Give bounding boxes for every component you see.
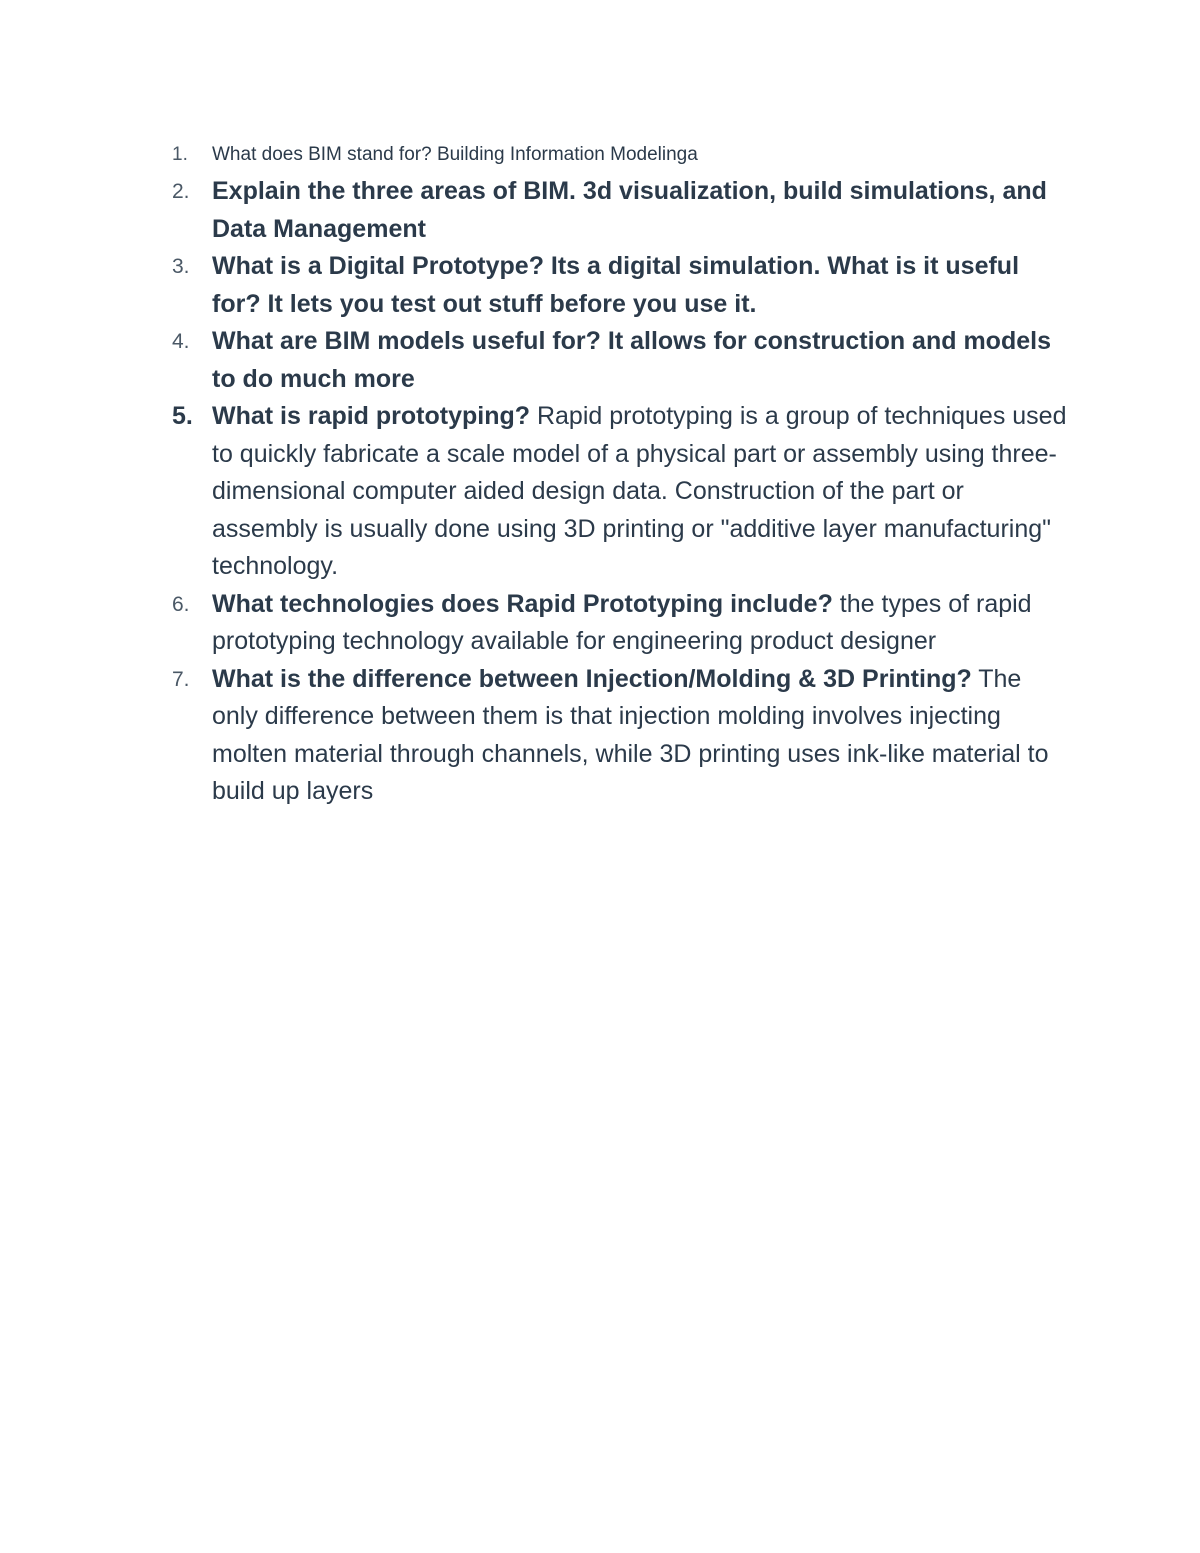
list-item <box>172 248 1072 323</box>
list-item <box>172 398 1072 586</box>
item-text: Explain the three areas of BIM. 3d visualization, build simulations, and Data Management <box>212 177 1047 243</box>
item-question: What is rapid prototyping? <box>212 402 531 430</box>
item-number: 7. <box>172 667 190 691</box>
item-answer: The only difference between them is that injection molding involves injecting molten material through channels, while 3D printing uses ink-like material to build up layers <box>212 664 1049 805</box>
item-number: 5. <box>172 402 193 430</box>
item-content <box>212 661 1072 811</box>
item-question: What technologies does Rapid Prototyping include? <box>212 589 833 618</box>
item-content <box>212 398 1072 586</box>
item-number: 1. <box>172 144 188 165</box>
item-number: 4. <box>172 330 190 353</box>
item-text: What are BIM models useful for? It allows for construction and models to do much more <box>212 327 1051 393</box>
item-answer: the types of rapid prototyping technology available for engineering product designer <box>212 589 1032 655</box>
item-content <box>212 586 1072 661</box>
item-text: What does BIM stand for? Building Information Modelinga <box>212 144 698 165</box>
question-list <box>172 141 1072 811</box>
list-item <box>172 586 1072 661</box>
list-item <box>172 173 1072 248</box>
item-text: What is a Digital Prototype? Its a digital simulation. What is it useful for? It lets you test out stuff before you use it. <box>212 252 1020 318</box>
item-number: 3. <box>172 255 190 278</box>
item-answer: Rapid prototyping is a group of techniques used to quickly fabricate a scale model of a physical part or assembly using three-dimensional computer aided design data. Construction of the part or assembly is usually done using 3D printing or "additive layer manufacturing" technology. <box>212 402 1067 580</box>
item-number: 2. <box>172 180 190 203</box>
item-number: 6. <box>172 592 190 616</box>
item-question: What is the difference between Injection/Molding & 3D Printing? <box>212 664 972 693</box>
list-item <box>172 141 1072 169</box>
list-item <box>172 661 1072 811</box>
list-item <box>172 323 1072 398</box>
